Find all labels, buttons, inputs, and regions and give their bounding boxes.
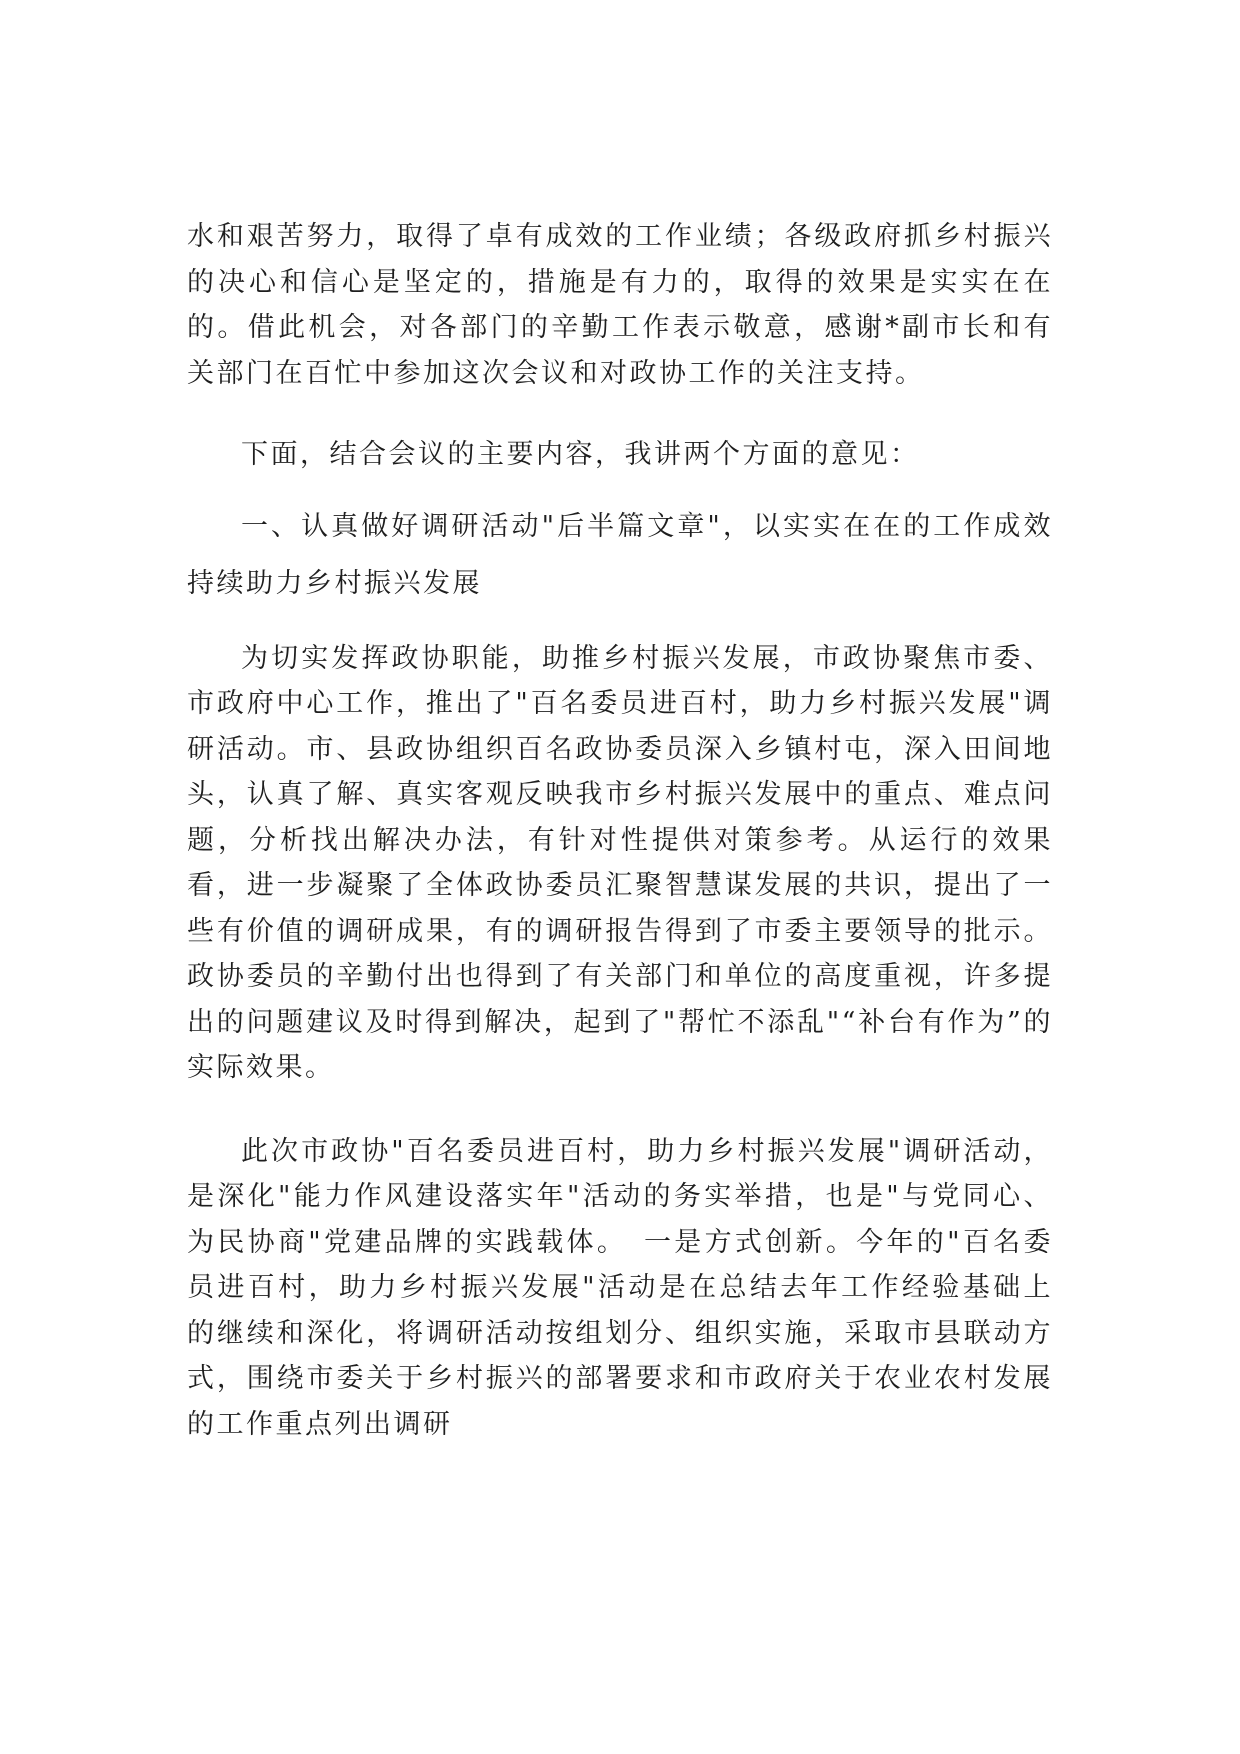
paragraph-continuation: 水和艰苦努力，取得了卓有成效的工作业绩；各级政府抓乡村振兴的决心和信心是坚定的，措施是有力的，取得的效果是实实在在的。借此机会，对各部门的辛勤工作表示敬意，感谢*副市长和有关部门在百忙中参加这次会议和对政协工作的关注支持。 xyxy=(187,221,1053,389)
document-body xyxy=(187,214,1053,1447)
paragraph-activity-innovation: 此次市政协"百名委员进百村，助力乡村振兴发展"调研活动，是深化"能力作风建设落实年"活动的务实举措，也是"与党同心、为民协商"党建品牌的实践载体。 一是方式创新。今年的"百名委员进百村，助力乡村振兴发展"活动是在总结去年工作经验基础上的继续和深化，将调研活动按组划分、组织实施，采取市县联动方式，围绕市委关于乡村振兴的部署要求和市政府关于农业农村发展的工作重点列出调研 xyxy=(187,1135,1053,1440)
section-heading: 一、认真做好调研活动"后半篇文章"，以实实在在的工作成效持续助力乡村振兴发展 xyxy=(187,510,1053,599)
paragraph-intro: 下面，结合会议的主要内容，我讲两个方面的意见： xyxy=(241,439,920,470)
paragraph-research-activity: 为切实发挥政协职能，助推乡村振兴发展，市政协聚焦市委、市政府中心工作，推出了"百名委员进百村，助力乡村振兴发展"调研活动。市、县政协组织百名政协委员深入乡镇村屯，深入田间地头，认真了解、真实客观反映我市乡村振兴发展中的重点、难点问题，分析找出解决办法，有针对性提供对策参考。从运行的效果看，进一步凝聚了全体政协委员汇聚智慧谋发展的共识，提出了一些有价值的调研成果，有的调研报告得到了市委主要领导的批示。政协委员的辛勤付出也得到了有关部门和单位的高度重视，许多提出的问题建议及时得到解决，起到了"帮忙不添乱"“补台有作为”的实际效果。 xyxy=(187,642,1053,1083)
